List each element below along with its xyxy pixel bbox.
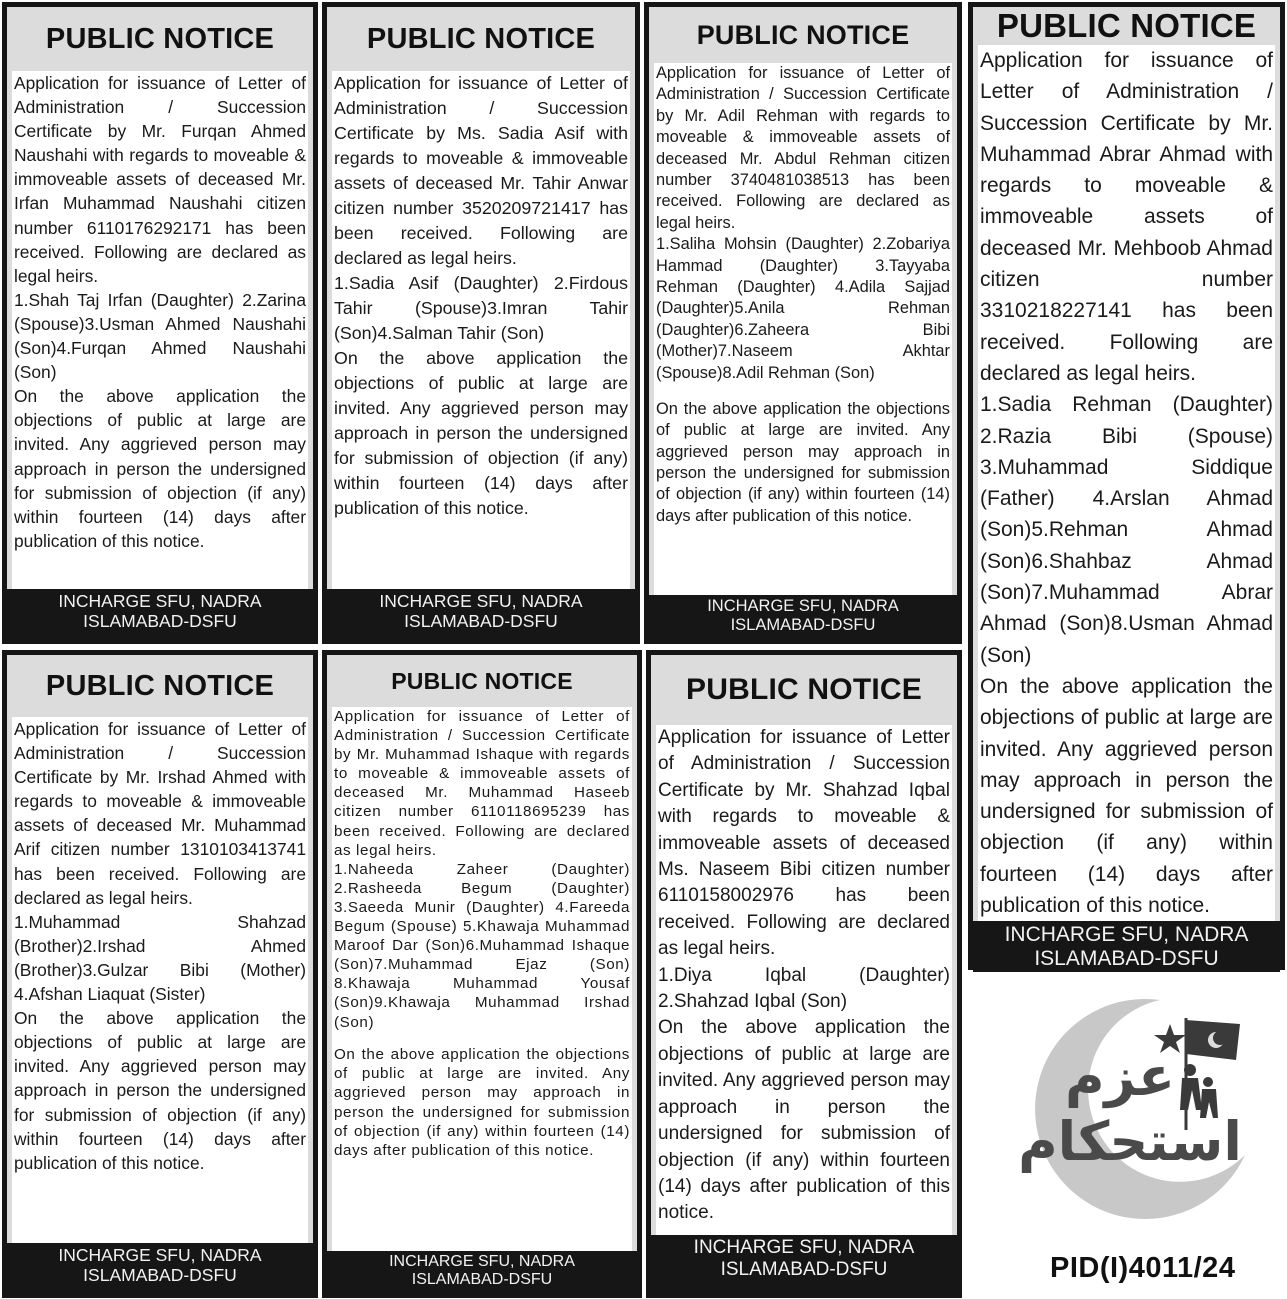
- notice-application-text: Application for issuance of Letter of Administration / Succession Certificate by Ms. Sadia Asif with regards to moveable & immoveable assets of deceased Mr. Tahir Anwar citizen number 3520209721417 has been received. Following are declared as legal heirs.: [334, 73, 628, 268]
- notice-body: [12, 717, 308, 1243]
- notice-application-text: Application for issuance of Letter of Administration / Succession Certificate by Mr. Irshad Ahmed with regards to moveable & immoveable assets of deceased Mr. Muhammad Arif citizen number 1310103413741 has been received. Following are declared as legal heirs.: [14, 719, 306, 908]
- paragraph-gap: [334, 1032, 630, 1046]
- footer-line-1: INCHARGE SFU, NADRA: [1004, 923, 1249, 947]
- notice-application-text: Application for issuance of Letter of Administration / Succession Certificate by Mr. Muhammad Abrar Ahmad with regards to moveable & immoveable assets of deceased Mr. Mehboob Ahmad citizen number 3310218227141 has been received. Following are declared as legal heirs.: [980, 49, 1273, 385]
- footer-line-1: INCHARGE SFU, NADRA: [379, 591, 583, 611]
- notice-body: [978, 45, 1275, 921]
- notice-heirs-list: 1.Shah Taj Irfan (Daughter) 2.Zarina (Spouse)3.Usman Ahmed Naushahi (Son)4.Furqan Ahmed Naushahi (Son): [14, 289, 306, 383]
- notice-heading: PUBLIC NOTICE: [651, 655, 957, 725]
- notice-heirs-list: 1.Diya Iqbal (Daughter) 2.Shahzad Iqbal (Son): [658, 964, 950, 1013]
- notice-heading: PUBLIC NOTICE: [7, 655, 313, 717]
- notice-body: [332, 707, 632, 1251]
- notice-application-text: Application for issuance of Letter of Administration / Succession Certificate by Mr. Shahzad Iqbal with regards to moveable & immoveable assets of deceased Ms. Naseem Bibi citizen number 6110158002976 has been received. Following are declared as legal heirs.: [658, 727, 950, 960]
- notice-footer: [973, 921, 1280, 971]
- footer-line-2: ISLAMABAD-DSFU: [411, 1271, 553, 1289]
- notice-closing-text: On the above application the objections of public at large are invited. Any aggrieved person may approach in person the undersigned for submission of objection (if any) within fourteen (14) days after publication of this notice.: [334, 348, 628, 518]
- notice-closing-text: On the above application the objections of public at large are invited. Any aggrieved person may approach in person the undersigned for submission of objection (if any) within fourteen (14) days after publication of this notice.: [658, 1017, 950, 1224]
- footer-line-2: ISLAMABAD-DSFU: [404, 611, 558, 632]
- footer-line-1: INCHARGE SFU, NADRA: [707, 597, 899, 615]
- public-notice-1: [2, 2, 318, 644]
- notice-footer: [7, 1243, 313, 1293]
- logo-urdu-line-2: استحکام: [1018, 1110, 1242, 1173]
- notice-body: [12, 71, 308, 589]
- notice-closing-text: On the above application the objections of public at large are invited. Any aggrieved person may approach in person the undersigned for submission of objection (if any) within fourteen (14) days after publication of this notice.: [14, 1008, 306, 1173]
- footer-line-2: ISLAMABAD-DSFU: [730, 615, 876, 634]
- notice-heading: PUBLIC NOTICE: [649, 7, 957, 63]
- notice-body: [332, 71, 630, 589]
- notice-closing-text: On the above application the objections of public at large are invited. Any aggrieved person may approach in person the undersigned for submission of objection (if any) within fourteen (14) days after publication of this notice.: [14, 386, 306, 551]
- notice-heirs-list: 1.Saliha Mohsin (Daughter) 2.Zobariya Hammad (Daughter) 3.Tayyaba Rehman (Daughter) 4.Adila Sajjad (Daughter)5.Anila Rehman (Daughter)6.Zaheera Bibi (Mother)7.Naseem Akhtar (Spouse)8.Adil Rehman (Son): [656, 235, 950, 382]
- notice-application-text: Application for issuance of Letter of Administration / Succession Certificate by Mr. Muhammad Ishaque with regards to moveable & immoveable assets of deceased Mr. Muhammad Haseeb citizen number 6110118695239 has been received. Following are declared as legal heirs.: [334, 708, 630, 859]
- notice-footer: [7, 589, 313, 639]
- notice-body: [656, 725, 952, 1235]
- notice-closing-text: On the above application the objections of public at large are invited. Any aggrieved person may approach in person the undersigned for submission of objection (if any) within fourteen (14) days after publication of this notice.: [980, 674, 1273, 918]
- notice-heirs-list: 1.Sadia Rehman (Daughter) 2.Razia Bibi (Spouse) 3.Muhammad Siddique (Father) 4.Arslan Ahmad (Son)5.Rehman Ahmad (Son)6.Shahbaz Ahmad (Son)7.Muhammad Abrar Ahmad (Son)8.Usman Ahmad (Son): [980, 393, 1273, 667]
- public-notice-3: [644, 2, 962, 644]
- notice-heirs-list: 1.Sadia Asif (Daughter) 2.Firdous Tahir (Spouse)3.Imran Tahir (Son)4.Salman Tahir (Son): [334, 273, 628, 343]
- footer-line-1: INCHARGE SFU, NADRA: [693, 1237, 915, 1258]
- logo-urdu-line-1: عزم: [1064, 1045, 1176, 1108]
- footer-line-2: ISLAMABAD-DSFU: [83, 1265, 237, 1286]
- public-notice-7: [646, 650, 962, 1298]
- footer-line-2: ISLAMABAD-DSFU: [83, 611, 237, 632]
- footer-line-1: INCHARGE SFU, NADRA: [58, 591, 262, 611]
- azm-e-istehkam-logo: [1010, 990, 1250, 1220]
- footer-line-2: ISLAMABAD-DSFU: [720, 1258, 888, 1280]
- footer-line-1: INCHARGE SFU, NADRA: [58, 1245, 262, 1265]
- notice-footer: [651, 1235, 957, 1293]
- public-notice-5: [2, 650, 318, 1298]
- notice-closing-text: On the above application the objections of public at large are invited. Any aggrieved person may approach in person the undersigned for submission of objection (if any) within fourteen (14) days after publication of this notice.: [334, 1046, 630, 1159]
- notice-body: [654, 63, 952, 595]
- footer-line-2: ISLAMABAD-DSFU: [1034, 947, 1219, 971]
- notice-heirs-list: 1.Naheeda Zaheer (Daughter) 2.Rasheeda Begum (Daughter) 3.Saeeda Munir (Daughter) 4.Fareeda Begum (Spouse) 5.Khawaja Muhammad Maroof Dar (Son)6.Muhammad Ishaque (Son)7.Muhammad Ejaz (Son) 8.Khawaja Muhammad Yousaf (Son)9.Khawaja Muhammad Irshad (Son): [334, 860, 630, 1031]
- notice-footer: [327, 589, 635, 639]
- notice-closing-text: On the above application the objections of public at large are invited. Any aggrieved person may approach in person the undersigned for submission of objection (if any) within fourteen (14) days after publication of this notice.: [656, 399, 950, 525]
- public-notice-4: [968, 2, 1285, 970]
- notice-heirs-list: 1.Muhammad Shahzad (Brother)2.Irshad Ahmed (Brother)3.Gulzar Bibi (Mother) 4.Afshan Liaquat (Sister): [14, 911, 306, 1005]
- notice-footer: [649, 595, 957, 639]
- footer-line-1: INCHARGE SFU, NADRA: [389, 1253, 575, 1270]
- pid-number: PID(I)4011/24: [1050, 1252, 1236, 1284]
- public-notice-6: [322, 650, 642, 1298]
- notice-heading: PUBLIC NOTICE: [327, 655, 637, 707]
- notice-heading: PUBLIC NOTICE: [7, 7, 313, 71]
- notice-application-text: Application for issuance of Letter of Administration / Succession Certificate by Mr. Adil Rehman with regards to moveable & immoveable assets of deceased Mr. Abdul Rehman citizen number 3740481038513 has been received. Following are declared as legal heirs.: [656, 64, 950, 232]
- notice-application-text: Application for issuance of Letter of Administration / Succession Certificate by Mr. Furqan Ahmed Naushahi with regards to moveable & immoveable assets of deceased Mr. Irfan Muhammad Naushahi citizen number 6110176292171 has been received. Following are declared as legal heirs.: [14, 73, 306, 286]
- notice-footer: [327, 1251, 637, 1293]
- notice-heading: PUBLIC NOTICE: [327, 7, 635, 71]
- notice-heading: PUBLIC NOTICE: [973, 7, 1280, 45]
- public-notice-2: [322, 2, 640, 644]
- paragraph-gap: [656, 384, 950, 399]
